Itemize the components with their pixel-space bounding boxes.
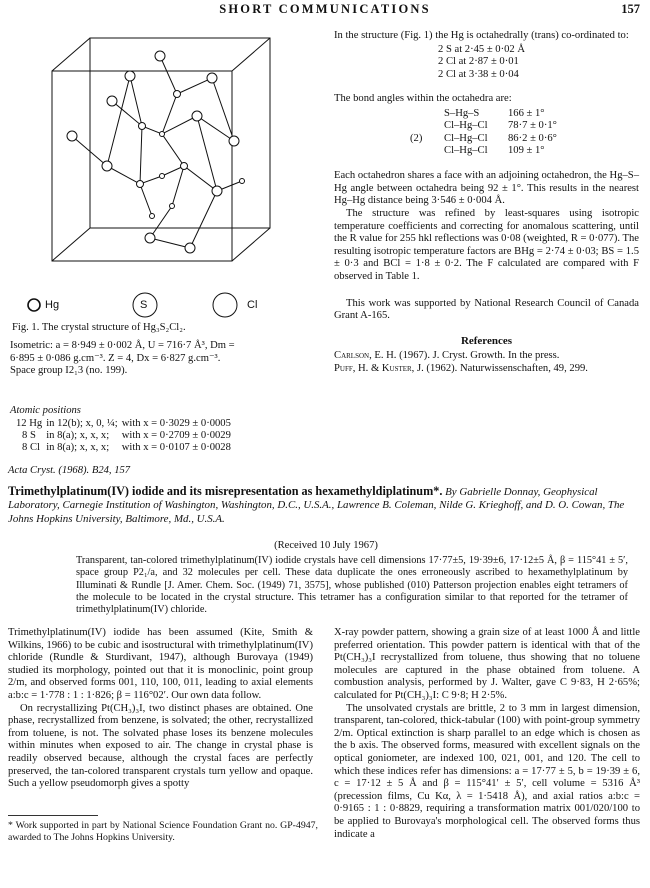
atom-s	[139, 123, 146, 130]
unit-cell-edge	[232, 228, 270, 261]
reference-item	[334, 350, 639, 363]
atom-hg	[107, 96, 117, 106]
reference-author: Carlson, E. H.	[334, 350, 397, 362]
reference-details: (1967). J. Cryst. Growth. In the press.	[399, 350, 560, 362]
bond-chain	[150, 191, 217, 248]
angle-count-cell	[410, 145, 444, 157]
bond-chain	[177, 78, 234, 141]
atom-hg	[212, 186, 222, 196]
footnote-rule	[8, 815, 98, 816]
figure-caption: Fig. 1. The crystal structure of Hg₃S₂Cl₂.	[12, 322, 186, 333]
site-cell: in 8(a); x, x, x;	[46, 442, 110, 454]
body-paragraph: X-ray powder pattern, showing a grain size of at least 1000 Å and little preferred orientation. This powder pattern is identical with that of the Pt(CH₃)₃I recrystallized from toluene, thus showing that no toluene molecules are captured in the phase obtained from toluene. A combustion analysis, performed by J. Walter, gave C 9·83, H 2·65%; calculated for Pt(CH₃)₃I: C 9·8; H 2·5%.	[334, 627, 640, 701]
unit-cell-front-face	[52, 71, 232, 261]
article-title: Trimethylplatinum(IV) iodide and its misrepresentation as hexamethyldiplatinum*.	[8, 484, 443, 498]
coordination-item: 2 S at 2·45 ± 0·02 Å	[438, 43, 526, 55]
param-cell: with x = 0·0107 ± 0·0028	[121, 442, 231, 454]
abstract: Transparent, tan-colored trimethylplatinum(IV) iodide crystals have cell dimensions 17·77±5, 19·39±6, 17·12±5 Å, β = 115°41 ± 5′, space group P2₁/a, and 32 molecules per cell. These data duplicate the ones erroneously ascribed to hexamethylplatinum by Illuminati & Rundle [J. Amer. Chem. Soc. (1949) 71, 3575], whose published (010) Patterson projection enables eight tetramers of the molecule to be located in the crystal structure. This tetramer has a configuration similar to that reported for the tetramer of trimethylplatinum(IV) chloride.	[76, 555, 628, 616]
received-date: (Received 10 July 1967)	[274, 540, 378, 551]
crystal-structure-drawing	[12, 16, 312, 296]
atom-hg	[102, 161, 112, 171]
article-citation: Acta Cryst. (1968). B24, 157	[8, 465, 131, 476]
article-byline: By Gabrielle Donnay, Geophysical Laboratory, Carnegie Institution of Washington, Washington, D.C., U.S.A., Lawrence B. Coleman, Nilde G. Krieghoff, and D. O. Cowan, The Johns Hopkins University, Baltimore, Md., U.S.A.	[8, 486, 625, 525]
legend-hg-symbol	[28, 299, 40, 311]
atom-hg	[207, 73, 217, 83]
atom-s	[174, 91, 181, 98]
table-row	[10, 442, 235, 454]
atomic-positions-table	[10, 418, 235, 455]
running-title: SHORT COMMUNICATIONS	[219, 2, 431, 16]
angle-bond-cell: Cl–Hg–Cl	[444, 120, 488, 132]
atom-hg	[185, 243, 195, 253]
body-left-column	[8, 627, 313, 791]
atom-cl	[170, 204, 175, 209]
bond-angles-table	[410, 108, 561, 157]
atom-hg	[67, 131, 77, 141]
atom-cell: 8 S	[22, 429, 36, 441]
coordination-list	[334, 44, 639, 82]
angle-bond-cell: S–Hg–S	[444, 107, 480, 119]
atom-s	[181, 163, 188, 170]
legend-s-label: S	[140, 299, 148, 311]
unit-cell-edge	[52, 228, 90, 261]
atomic-positions-heading: Atomic positions	[10, 405, 81, 416]
angle-value-cell: 78·7 ± 0·1°	[508, 120, 557, 132]
reference-item	[334, 363, 639, 376]
references-heading: References	[460, 334, 513, 347]
bond-chain	[150, 56, 184, 238]
atom-hg	[145, 233, 155, 243]
body-paragraph: On recrystallizing Pt(CH₃)₃I, two distinct phases are obtained. One phase, recrystallized from benzene, is solvated; the other, recrystallized from toluene, is not. The solvated phase loses its benzene molecules within minutes when exposed to air. The change in crystal phase is readily observed because, although the crystal faces are perfectly preserved, the tan-colored transparent crystals turn yellow and opaque. Such a yellow pseudomorph gives a spotty	[8, 702, 313, 790]
space-group-line: Space group I2₁3 (no. 199).	[10, 365, 128, 377]
legend-symbols	[25, 292, 285, 318]
footnote: * Work supported in part by National Science Foundation Grant no. GP-4947, awarded to The Johns Hopkins University.	[8, 820, 318, 843]
right-column-upper	[334, 30, 639, 375]
body-right-column	[334, 627, 640, 841]
atom-cl	[160, 132, 165, 137]
atom-hg	[125, 71, 135, 81]
angles-intro: The bond angles within the octahedra are:	[334, 93, 512, 105]
octahedron-paragraph: Each octahedron shares a face with an adjoining octahedron, the Hg–S–Hg angle between octahedra being 92 ± 1°. This results in the nearest Hg–Hg distance being 3·546 ± 0·004 Å.	[334, 170, 639, 207]
angle-count-cell: (2)	[410, 132, 423, 144]
coordination-item: 2 Cl at 2·87 ± 0·01	[438, 56, 519, 68]
body-paragraph: The unsolvated crystals are brittle, 2 to 3 mm in largest dimension, transparent, tan-colored, thick-tabular (100) with point-group symmetry 2/m. Optical extinction is sharp parallel to an edge which is chosen as the b axis. The observed forms, measured with excellent signals on the optical goniometer, are indexed 100, 021, 001, and 120. The cell to which these indices refer has dimensions: a = 17·77 ± 5, b = 19·39 ± 6, c = 17·12 ± 5 Å and β = 115°41′ ± 5′, cell volume = 5316 Å³ (precession films, Cu Kα, λ = 1·5418 Å), and axial ratios a:b:c = 0·9165 : 1 : 0·8829, requiring a transformation matrix 001/020/100 to be applied to Burovaya's morphological cell. The observed forms thus indicate a	[334, 702, 640, 840]
angle-value-cell: 86·2 ± 0·6°	[508, 132, 557, 144]
atomic-positions-block	[10, 405, 310, 454]
isometric-line-1: Isometric: a = 8·949 ± 0·002 Å, U = 716·7 Å³, Dm =	[10, 340, 235, 351]
unit-cell-edge	[52, 38, 90, 71]
table-row	[10, 418, 235, 430]
crystal-data-block	[10, 340, 312, 378]
body-paragraph: Trimethylplatinum(IV) iodide has been assumed (Kite, Smith & Wilkins, 1966) to be cubic and isostructural with trimethylplatinum(IV) chloride (Rundle & Sturdivant, 1947), although Burovaya (1949) studied its morphology, pointed out that it is monoclinic, point group 2/m, and observed forms 001, 110, 100, 011, leading to axial elements a:b:c = 1·778 : 1 : 1·826; β = 116°02′. Our own data follow.	[8, 627, 313, 701]
bond-chain	[112, 101, 234, 141]
reference-author: Puff, H. & Kuster, J.	[334, 362, 424, 374]
atom-cl	[240, 179, 245, 184]
param-cell: with x = 0·3029 ± 0·0005	[121, 417, 231, 429]
param-cell: with x = 0·2709 ± 0·0029	[121, 429, 231, 441]
article-title-block	[8, 485, 644, 526]
table-row	[10, 430, 235, 442]
isometric-line-2: 6·895 ± 0·086 g.cm⁻³. Z = 4, Dx = 6·827 g.cm⁻³.	[10, 352, 221, 364]
angle-value-cell: 166 ± 1°	[508, 107, 545, 119]
figure-legend	[25, 292, 285, 318]
bond-chain	[72, 76, 130, 166]
table-row	[410, 145, 561, 157]
unit-cell-back-face	[90, 38, 270, 228]
bond-chain	[107, 166, 242, 191]
legend-hg-label: Hg	[45, 299, 60, 311]
atom-cell: 8 Cl	[22, 442, 40, 454]
structure-intro: In the structure (Fig. 1) the Hg is octahedrally (trans) co-ordinated to:	[334, 30, 629, 41]
table-row	[410, 120, 561, 132]
refinement-paragraph: The structure was refined by least-squares using isotropic temperature coefficients and correcting for anomalous scattering, until the R value for 255 hkl reflections was 0·08 (weighted, R = 0·077). The resulting isotropic temperature factors are BHg = 2·74 ± 0·03; BS = 1.5 ± 0·3 and BCl = 1·8 ± 0·2. The F calculated are compared with F observed in Table 1.	[334, 207, 639, 282]
atom-s	[137, 181, 144, 188]
legend-cl-label: Cl	[247, 299, 258, 311]
crystal-structure-figure	[12, 16, 312, 334]
legend-cl-symbol	[213, 293, 237, 317]
bond-chain	[130, 76, 152, 216]
angle-count-cell	[410, 120, 444, 132]
acknowledgement-paragraph: This work was supported by National Research Council of Canada Grant A-165.	[334, 297, 639, 322]
reference-details: (1962). Naturwissenschaften, 49, 299.	[426, 362, 588, 374]
atom-hg	[192, 111, 202, 121]
unit-cell-edge	[232, 38, 270, 71]
atom-cell: 12 Hg	[16, 417, 43, 429]
site-cell: in 12(b); x, 0, ¼;	[46, 417, 118, 429]
atom-cl	[160, 174, 165, 179]
atom-hg	[155, 51, 165, 61]
atom-cl	[150, 214, 155, 219]
coordination-item: 2 Cl at 3·38 ± 0·04	[438, 68, 519, 80]
site-cell: in 8(a); x, x, x;	[46, 429, 110, 441]
table-row	[410, 133, 561, 145]
atom-hg	[229, 136, 239, 146]
angle-bond-cell: Cl–Hg–Cl	[444, 132, 488, 144]
page-number: 157	[621, 2, 640, 16]
angle-value-cell: 109 ± 1°	[508, 144, 545, 156]
angle-bond-cell: Cl–Hg–Cl	[444, 144, 488, 156]
angle-count-cell	[410, 108, 444, 120]
table-row	[410, 108, 561, 120]
